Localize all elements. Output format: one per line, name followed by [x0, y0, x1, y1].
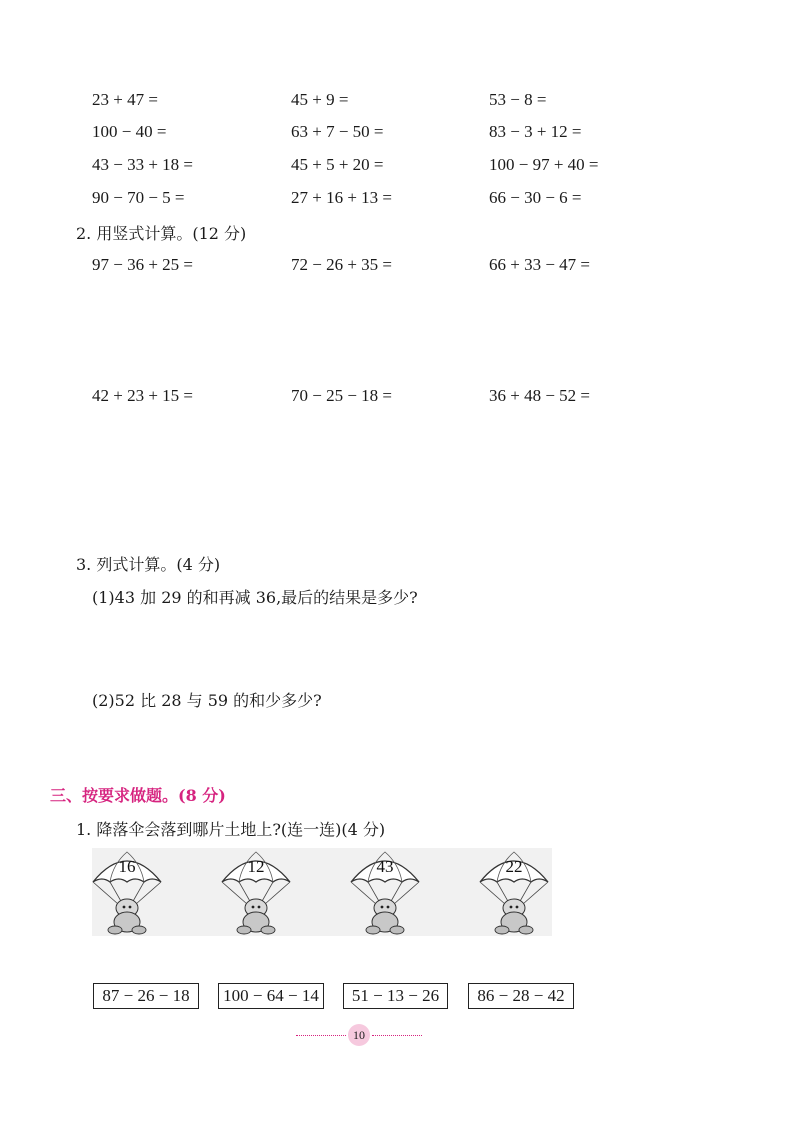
question-3-item-2: (2)52 比 28 与 59 的和少多少? [92, 691, 322, 710]
parachute-number: 16 [118, 857, 136, 876]
equation: 83 − 3 + 12 = [489, 122, 582, 141]
section-3-title: 三、按要求做题。(8 分) [50, 786, 226, 805]
equation: 43 − 33 + 18 = [92, 155, 194, 174]
parachute-12 [216, 846, 296, 938]
footer-dotted-line-left [296, 1035, 346, 1036]
parachute-icon [474, 846, 554, 938]
vertical-calc-equation: 66 + 33 − 47 = [489, 255, 591, 274]
parachute-43 [345, 846, 425, 938]
equation: 90 − 70 − 5 = [92, 188, 185, 207]
question-2-title: 2. 用竖式计算。(12 分) [76, 224, 247, 243]
page-number: 10 [348, 1024, 370, 1046]
footer-dotted-line-right [372, 1035, 422, 1036]
equation: 100 − 97 + 40 = [489, 155, 599, 174]
answer-box[interactable]: 87 − 26 − 18 [93, 983, 199, 1009]
answer-box[interactable]: 100 − 64 − 14 [218, 983, 324, 1009]
parachute-icon [216, 846, 296, 938]
parachute-22 [474, 846, 554, 938]
equation: 100 − 40 = [92, 122, 167, 141]
equation: 45 + 9 = [291, 90, 349, 109]
parachute-number: 43 [376, 857, 394, 876]
equation: 23 + 47 = [92, 90, 158, 109]
equation: 27 + 16 + 13 = [291, 188, 393, 207]
equation: 66 − 30 − 6 = [489, 188, 582, 207]
equation: 53 − 8 = [489, 90, 547, 109]
vertical-calc-equation: 97 − 36 + 25 = [92, 255, 194, 274]
equation: 63 + 7 − 50 = [291, 122, 384, 141]
parachute-number: 12 [247, 857, 265, 876]
vertical-calc-equation: 42 + 23 + 15 = [92, 386, 194, 405]
answer-box[interactable]: 51 − 13 − 26 [343, 983, 448, 1009]
section-3-question-1-title: 1. 降落伞会落到哪片土地上?(连一连)(4 分) [76, 820, 386, 839]
parachute-16 [87, 846, 167, 938]
parachute-icon [87, 846, 167, 938]
parachute-number: 22 [505, 857, 523, 876]
vertical-calc-equation: 72 − 26 + 35 = [291, 255, 393, 274]
question-3-item-1: (1)43 加 29 的和再减 36,最后的结果是多少? [92, 588, 418, 607]
question-3-title: 3. 列式计算。(4 分) [76, 555, 221, 574]
equation: 45 + 5 + 20 = [291, 155, 384, 174]
answer-box[interactable]: 86 − 28 − 42 [468, 983, 574, 1009]
vertical-calc-equation: 70 − 25 − 18 = [291, 386, 393, 405]
vertical-calc-equation: 36 + 48 − 52 = [489, 386, 591, 405]
parachute-icon [345, 846, 425, 938]
